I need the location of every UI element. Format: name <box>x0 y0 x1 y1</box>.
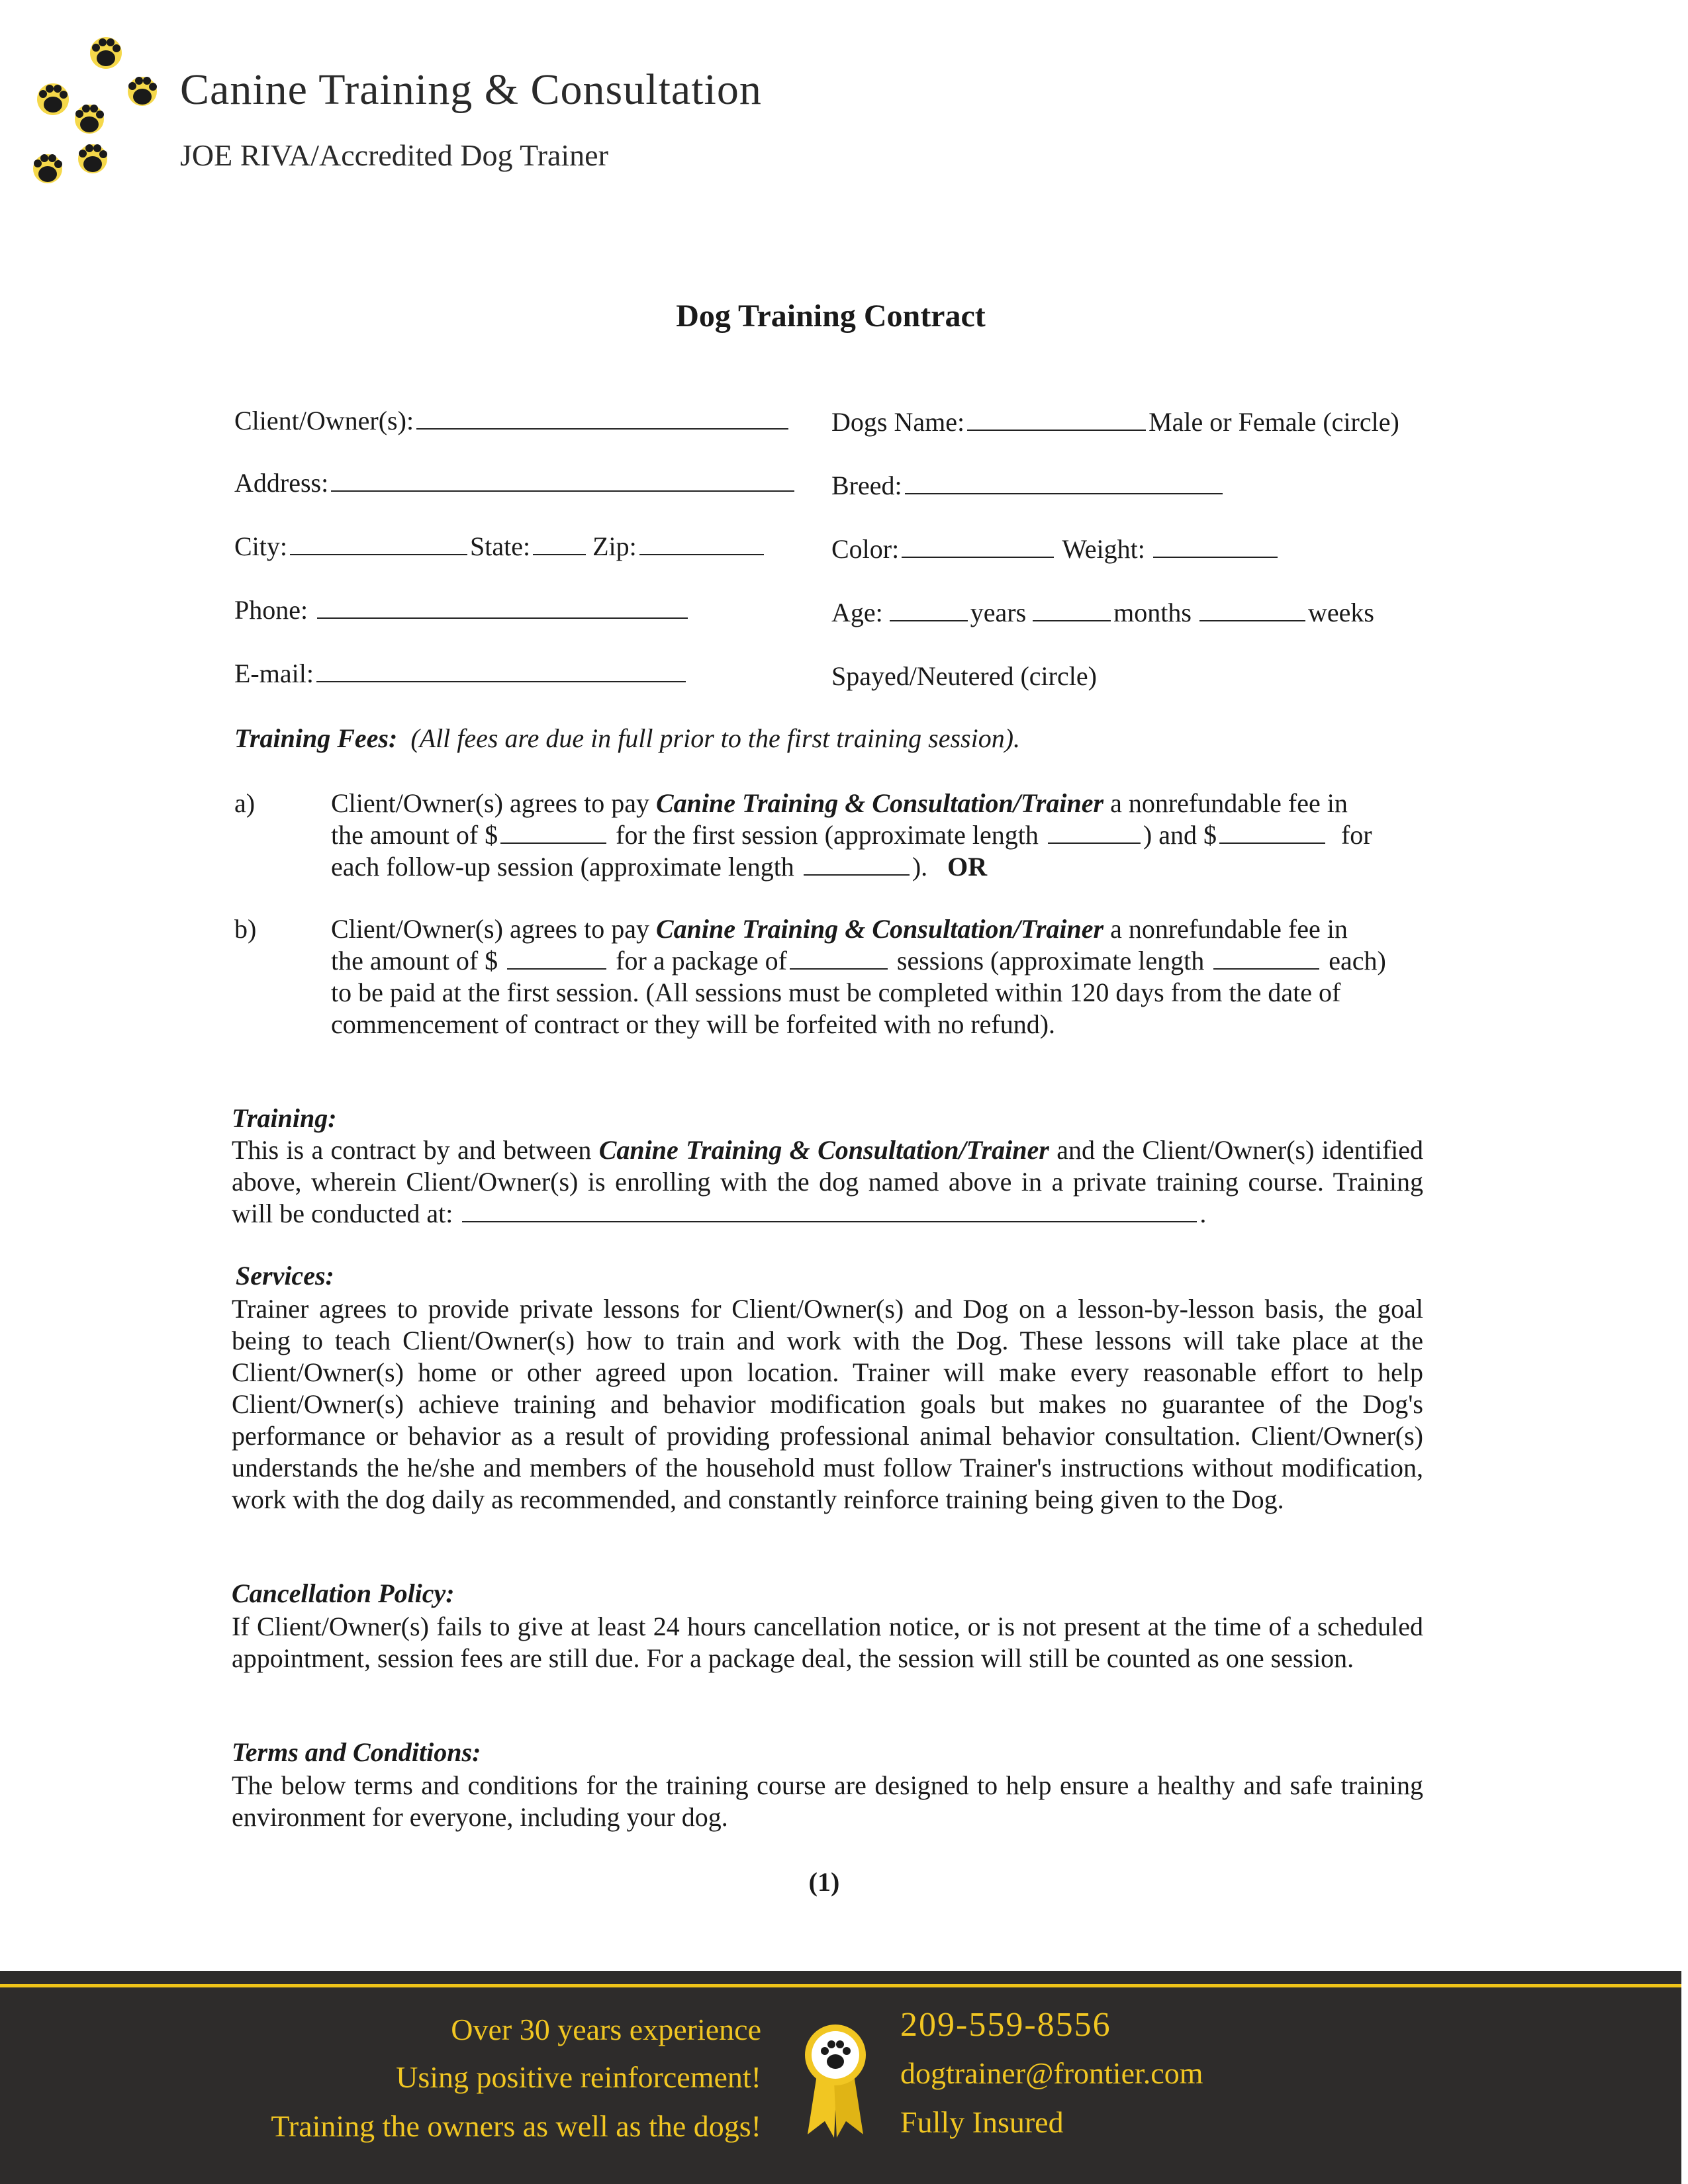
fee-option-b-label: b) <box>234 914 257 944</box>
phone-field <box>234 594 690 625</box>
training-fees-title: Training Fees: <box>234 723 398 753</box>
fee-b-line3: to be paid at the first session. (All sessions must be completed within 120 days from the date of <box>331 978 1341 1007</box>
fee-a-first-amount-blank[interactable] <box>500 820 606 844</box>
state-label: State: <box>470 531 531 561</box>
phone-blank[interactable] <box>317 595 688 619</box>
age-weeks-blank[interactable] <box>1199 598 1305 621</box>
email-field <box>234 658 688 689</box>
color-label: Color: <box>831 534 900 564</box>
company-name: Canine Training & Consultation <box>180 66 762 114</box>
age-years-blank[interactable] <box>890 598 968 621</box>
training-location-blank[interactable] <box>462 1199 1197 1222</box>
fee-a-line2: the amount of $ for the first session (approximate length ) and $ for <box>331 820 1372 850</box>
color-weight-field <box>831 533 1280 565</box>
fee-b-line1: Client/Owner(s) agrees to pay Canine Training & Consultation/Trainer a nonrefundable fee in <box>331 914 1348 944</box>
client-owner-blank[interactable] <box>416 406 788 430</box>
training-paragraph: This is a contract by and between Canine Training & Consultation/Trainer and the Client/Owner(s) identified above, wherein Client/Owner(s) is enrolling with the dog named above in a private training course. Training will be conducted at: . <box>232 1135 1424 1228</box>
cancellation-paragraph: If Client/Owner(s) fails to give at least 24 hours cancellation notice, or is not present at the time of a scheduled appointment, session fees are still due. For a package deal, the session will still be counted as one session. <box>232 1612 1423 1673</box>
footer-rule <box>0 1984 1681 1987</box>
client-owner-label: Client/Owner(s): <box>234 406 414 435</box>
terms-heading: Terms and Conditions: <box>232 1737 481 1767</box>
fee-a-line1: Client/Owner(s) agrees to pay Canine Training & Consultation/Trainer a nonrefundable fee in <box>331 788 1348 818</box>
email-blank[interactable] <box>316 659 686 682</box>
fee-b-count-blank[interactable] <box>790 946 888 970</box>
email-label: E-mail: <box>234 659 314 688</box>
breed-field <box>831 470 1225 501</box>
fee-b-line2: the amount of $ for a package of sessions (approximate length each) <box>331 946 1386 976</box>
fee-option-a-label: a) <box>234 788 256 818</box>
city-state-zip-field <box>234 531 767 562</box>
training-heading: Training: <box>232 1103 337 1133</box>
fee-a-first-length-blank[interactable] <box>1048 820 1141 844</box>
fee-b-length-blank[interactable] <box>1213 946 1319 970</box>
footer-email[interactable]: dogtrainer@frontier.com <box>900 2056 1203 2090</box>
zip-blank[interactable] <box>639 531 764 555</box>
fee-a-line3: each follow-up session (approximate length ). OR <box>331 852 988 882</box>
phone-label: Phone: <box>234 595 308 625</box>
paw-prints-icon <box>26 33 165 199</box>
zip-label: Zip: <box>592 531 637 561</box>
services-paragraph: Trainer agrees to provide private lessons for Client/Owner(s) and Dog on a lesson-by-lesson basis, the goal being to teach Client/Owner(s) how to train and work with the Dog. These lessons will take place at the Client/Owner(s) home or other agreed upon location. Trainer will make every reasonable effort to help Client/Owner(s) achieve training and behavior modification goals but makes no guarantee of the Dog's performance or behavior as a result of providing professional animal behavior consultation. Client/Owner(s) understands the he/she and members of the household must follow Trainer's instructions without modification, work with the dog daily as recommended, and constantly reinforce training being given to the Dog. <box>232 1294 1423 1514</box>
weight-blank[interactable] <box>1153 534 1278 558</box>
weeks-label: weeks <box>1307 598 1374 627</box>
address-field <box>234 467 797 498</box>
breed-blank[interactable] <box>905 471 1223 494</box>
sex-label: Male or Female (circle) <box>1149 407 1399 437</box>
training-fees-note: (All fees are due in full prior to the first training session). <box>410 723 1021 753</box>
footer-owners: Training the owners as well as the dogs! <box>271 2109 761 2143</box>
months-label: months <box>1113 598 1192 627</box>
footer-phone[interactable]: 209-559-8556 <box>900 2006 1111 2044</box>
client-owner-field <box>234 405 791 436</box>
footer-positive: Using positive reinforcement! <box>396 2060 761 2094</box>
footer-experience: Over 30 years experience <box>451 2013 761 2046</box>
terms-paragraph: The below terms and conditions for the training course are designed to help ensure a healthy and safe training environment for everyone, including your dog. <box>232 1770 1423 1832</box>
weight-label: Weight: <box>1062 534 1145 564</box>
state-blank[interactable] <box>533 531 586 555</box>
color-blank[interactable] <box>902 534 1054 558</box>
address-blank[interactable] <box>331 468 794 492</box>
age-months-blank[interactable] <box>1033 598 1111 621</box>
breed-label: Breed: <box>831 471 902 500</box>
or-label: OR <box>947 852 988 882</box>
spayed-field <box>831 660 1097 692</box>
paw-ribbon-icon <box>802 2022 868 2141</box>
document-title: Dog Training Contract <box>676 298 986 334</box>
age-field <box>831 597 1374 628</box>
fee-b-amount-blank[interactable] <box>507 946 606 970</box>
age-label: Age: <box>831 598 883 627</box>
training-fees-heading <box>234 723 1426 754</box>
fee-b-line4: commencement of contract or they will be forfeited with no refund). <box>331 1009 1056 1039</box>
footer-insured: Fully Insured <box>900 2105 1064 2139</box>
dogs-name-field <box>831 406 1399 437</box>
fee-a-followup-amount-blank[interactable] <box>1219 820 1325 844</box>
dogs-name-label: Dogs Name: <box>831 407 965 437</box>
years-label: years <box>970 598 1027 627</box>
fee-option-a <box>331 788 1430 883</box>
services-heading: Services: <box>236 1261 334 1291</box>
city-blank[interactable] <box>290 531 467 555</box>
dogs-name-blank[interactable] <box>967 407 1146 431</box>
fee-a-followup-length-blank[interactable] <box>804 852 910 876</box>
page-number: (1) <box>808 1867 840 1897</box>
spayed-label: Spayed/Neutered (circle) <box>831 661 1097 691</box>
trainer-name: JOE RIVA/Accredited Dog Trainer <box>180 138 608 172</box>
address-label: Address: <box>234 468 329 498</box>
fee-option-b <box>331 913 1430 1040</box>
cancellation-heading: Cancellation Policy: <box>232 1578 455 1608</box>
city-label: City: <box>234 531 288 561</box>
